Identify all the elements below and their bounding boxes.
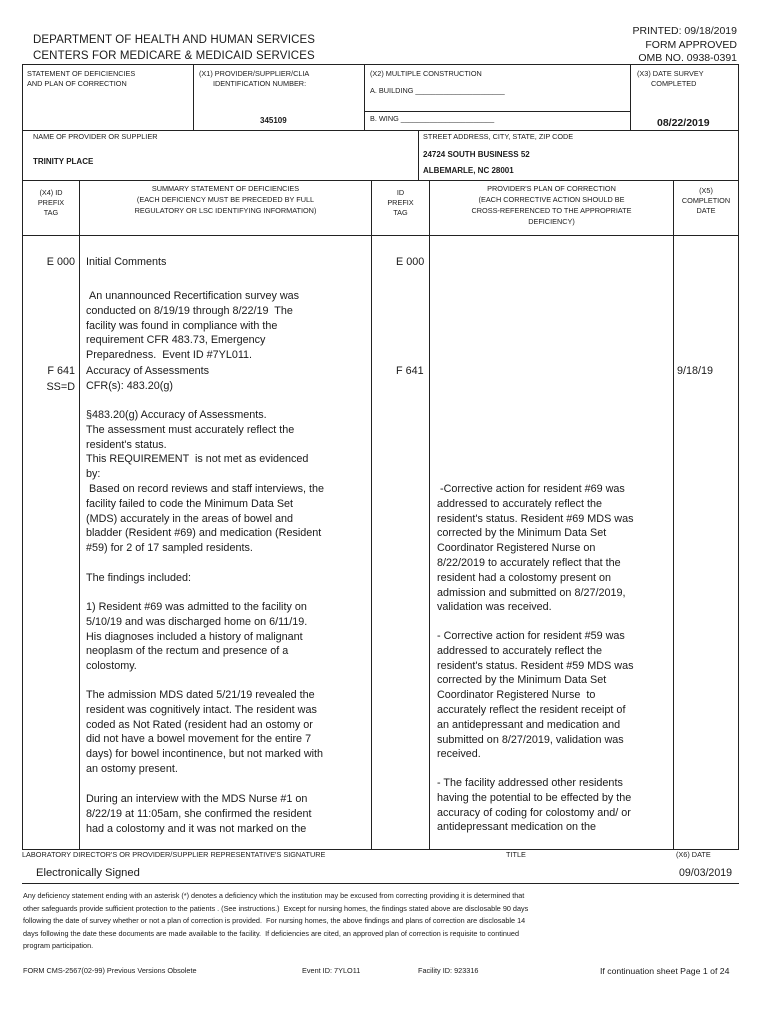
x6-date-label: (X6) DATE [676, 850, 711, 859]
plan-paragraph-3: - The facility addressed other residents having the potential to be effected by the accuracy of coding for colostomy and/ or antidepressant medication on the [437, 777, 632, 834]
id-heading-1: ID [396, 188, 405, 197]
form-approved: FORM APPROVED [645, 39, 737, 51]
initial-comments-heading: Initial Comments [86, 256, 167, 268]
id-heading-3: TAG [393, 208, 408, 217]
plan-heading-2: (EACH CORRECTIVE ACTION SHOULD BE [478, 195, 625, 204]
x5-heading-3: DATE [696, 206, 716, 215]
summary-paragraph-5: During an interview with the MDS Nurse #1 on 8/22/19 at 11:05am, she confirmed the resident had a colostomy and it was not marked on the [86, 793, 312, 835]
deficiency-title: Accuracy of Assessments CFR(s): 483.20(g) [86, 365, 210, 392]
city-state-zip: ALBEMARLE, NC 28001 [423, 166, 514, 175]
event-id-footer: Event ID: 7YLO11 [302, 966, 361, 975]
x1-label-1: (X1) PROVIDER/SUPPLIER/CLIA [199, 69, 310, 78]
right-tag-f641: F 641 [396, 365, 424, 377]
summary-paragraph-2: §483.20(g) Accuracy of Assessments. The assessment must accurately reflect the resident's status. This REQUIREMENT is not met as evidenced by: Based on record reviews and staff interviews, the facility failed to code the Minimum Data Set (MDS) accurately in the areas of bowel and bladder (Resident #69) and medication (Resident #59) for 2 of 17 sampled residents. [86, 409, 325, 555]
address-label: STREET ADDRESS, CITY, STATE, ZIP CODE [423, 132, 574, 141]
left-tag-f641: F 641 [47, 365, 75, 377]
signature-date: 09/03/2019 [678, 867, 732, 879]
completion-date: 9/18/19 [677, 365, 714, 377]
left-tag-e000: E 000 [46, 256, 75, 268]
id-heading-2: PREFIX [387, 198, 414, 207]
street-address: 24724 SOUTH BUSINESS 52 [423, 150, 530, 159]
plan-heading-4: DEFICIENCY) [528, 217, 575, 226]
wing-label: B. WING _______________________ [370, 114, 495, 123]
summary-paragraph-1: An unannounced Recertification survey was conducted on 8/19/19 through 8/22/19 The facility was found in compliance with the requirement CFR 483.73, Emergency Preparedness. Event ID #7YL011. [86, 290, 300, 362]
plan-paragraph-2: - Corrective action for resident #59 was addressed to accurately reflect the resident's status. Resident #59 MDS was corrected by the Minimum Data Set Coordinator Registered Nurse to accurately reflect the resident receipt of an antidepressant and medication and submitted on 8/27/2019, validation was received. [437, 630, 634, 761]
left-tag-ss: SS=D [46, 381, 75, 393]
provider-id: 345109 [260, 116, 287, 125]
x5-heading-2: COMPLETION [681, 196, 731, 205]
right-tag-e000: E 000 [396, 256, 425, 268]
centers-heading: CENTERS FOR MEDICARE & MEDICAID SERVICES [33, 50, 315, 62]
summary-paragraph-3: 1) Resident #69 was admitted to the facility on 5/10/19 and was discharged home on 6/11/19. His diagnoses included a history of malignant neoplasm of the rectum and presence of a colostomy. [86, 601, 308, 673]
x4-heading-3: TAG [43, 208, 59, 217]
omb-number: OMB NO. 0938-0391 [638, 52, 737, 64]
page-number-footer: If continuation sheet Page 1 of 24 [600, 966, 730, 976]
x2-label: (X2) MULTIPLE CONSTRUCTION [370, 69, 482, 78]
provider-name-label: NAME OF PROVIDER OR SUPPLIER [33, 132, 158, 141]
x4-heading-2: PREFIX [37, 198, 65, 207]
signature-label: LABORATORY DIRECTOR'S OR PROVIDER/SUPPLIER REPRESENTATIVE'S SIGNATURE [22, 850, 326, 859]
printed-date: PRINTED: 09/18/2019 [632, 25, 737, 37]
x4-heading-1: (X4) ID [39, 188, 63, 197]
x5-heading-1: (X5) [699, 186, 713, 195]
survey-completed-date: 08/22/2019 [657, 117, 710, 129]
form-footer: FORM CMS-2567(02-99) Previous Versions Obsolete [23, 966, 197, 975]
provider-name: TRINITY PLACE [33, 157, 94, 166]
plan-paragraph-1: -Corrective action for resident #69 was addressed to accurately reflect the resident's status. Resident #69 MDS was corrected by the Minimum Data Set Coordinator Registered Nurse on 8/22/2019 to accurately reflect that the resident had a colostomy present on admission and submitted on 8/27/2019, validation was received. [437, 483, 634, 614]
statement-label-2: AND PLAN OF CORRECTION [27, 79, 127, 88]
plan-heading-3: CROSS-REFERENCED TO THE APPROPRIATE [471, 206, 632, 215]
plan-heading-1: PROVIDER'S PLAN OF CORRECTION [487, 184, 616, 193]
x1-label-2: IDENTIFICATION NUMBER: [213, 79, 307, 88]
deficiency-notice: Any deficiency statement ending with an asterisk (*) denotes a deficiency which the institution may be excused from correcting providing it is determined that other safeguards provide sufficient protection to the patients . (See instructions.) Except for nursing homes, the findings stated above are disclosable 90 days following the date of survey whether or not a plan of correction is provided. For nursing homes, the above findings and plans of correction are disclosable 14 days following the date these documents are made available to the facility. If deficiencies are cited, an approved plan of correction is requisite to continued program participation. [23, 891, 529, 950]
x3-label-1: (X3) DATE SURVEY [637, 69, 704, 78]
title-label: TITLE [506, 850, 526, 859]
summary-heading-3: REGULATORY OR LSC IDENTIFYING INFORMATION) [134, 206, 317, 215]
electronic-signature: Electronically Signed [36, 867, 140, 879]
summary-paragraph-4: The admission MDS dated 5/21/19 revealed the resident was cognitively intact. The resident was coded as Not Rated (resident had an ostomy or did not have a bowel movement for the entire 7 days) for bowel incontinence, but not marked with an ostomy present. [86, 689, 324, 775]
summary-heading-1: SUMMARY STATEMENT OF DEFICIENCIES [151, 184, 300, 193]
facility-id-footer: Facility ID: 923316 [418, 966, 479, 975]
summary-heading-2: (EACH DEFICIENCY MUST BE PRECEDED BY FULL [136, 195, 315, 204]
findings-heading: The findings included: [86, 572, 192, 584]
statement-label-1: STATEMENT OF DEFICIENCIES [27, 69, 136, 78]
x3-label-2: COMPLETED [651, 79, 697, 88]
department-heading: DEPARTMENT OF HEALTH AND HUMAN SERVICES [33, 34, 316, 46]
building-label: A. BUILDING ______________________ [370, 86, 505, 95]
